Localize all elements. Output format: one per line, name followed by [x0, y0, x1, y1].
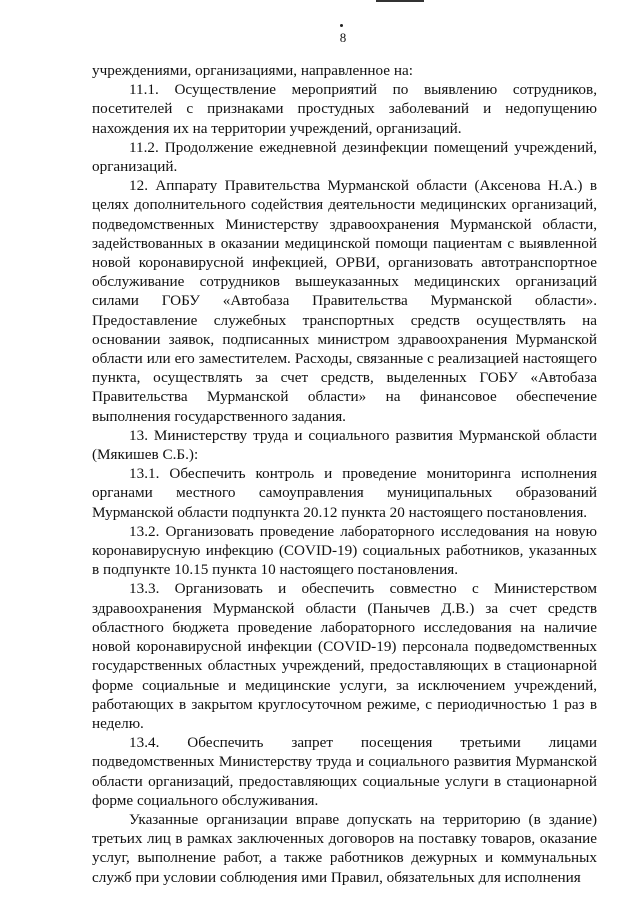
scan-edge-mark	[376, 0, 424, 2]
paragraph-permitted-access: Указанные организации вправе допускать на территорию (в здание) третьих лиц в рамках заключенных договоров на поставку товаров, оказание услуг, выполнение работ, а также работников дежурных и коммунальных служб при условии соблюдения ими Правил, обязательных для исполнения	[92, 810, 597, 886]
paragraph-12: 12. Аппарату Правительства Мурманской области (Аксенова Н.А.) в целях дополнительного содействия деятельности медицинских организаций, подведомственных Министерству здравоохранения Мурманской области, задействованных в оказании медицинской помощи пациентам с выявленной новой коронавирусной инфекцией, ОРВИ, организовать автотранспортное обслуживание сотрудников вышеуказанных медицинских организаций силами ГОБУ «Автобаза Правительства Мурманской области». Предоставление служебных транспортных средств осуществлять на основании заявок, подписанных министром здравоохранения Мурманской области или его заместителем. Расходы, связанные с реализацией настоящего пункта, осуществлять за счет средств, выделенных ГОБУ «Автобаза Правительства Мурманской области» на финансовое обеспечение выполнения государственного задания.	[92, 177, 597, 425]
paragraph-13-1: 13.1. Обеспечить контроль и проведение мониторинга исполнения органами местного самоуправления муниципальных образований Мурманской области подпункта 20.12 пункта 20 настоящего постановления.	[92, 465, 597, 521]
paragraph-13-4: 13.4. Обеспечить запрет посещения третьими лицами подведомственных Министерству труда и социального развития Мурманской области организаций, предоставляющих социальные услуги в стационарной форме социального обслуживания.	[92, 734, 597, 809]
paragraph-continuation: учреждениями, организациями, направленное на:	[92, 62, 413, 79]
paragraph-11-1: 11.1. Осуществление мероприятий по выявлению сотрудников, посетителей с признаками простудных заболеваний и недопущению нахождения их на территории учреждений, организаций.	[92, 81, 597, 137]
paragraph-11-2: 11.2. Продолжение ежедневной дезинфекции помещений учреждений, организаций.	[92, 138, 597, 176]
paragraph-13: 13. Министерству труда и социального развития Мурманской области (Мякишев С.Б.):	[92, 426, 597, 464]
paragraph-13-2: 13.2. Организовать проведение лабораторного исследования на новую коронавирусную инфекцию (COVID-19) социальных работников, указанных в подпункте 10.15 пункта 10 настоящего постановления.	[92, 522, 597, 579]
document-body	[92, 61, 597, 887]
page-number: 8	[339, 30, 347, 45]
scan-dot-mark	[340, 24, 343, 27]
paragraph-13-3: 13.3. Организовать и обеспечить совместно с Министерством здравоохранения Мурманской области (Панычев Д.В.) за счет средств областного бюджета проведение лабораторного исследования на наличие новой коронавирусной инфекции (COVID-19) персонала подведомственных государственных областных учреждений, предоставляющих в стационарной форме социальные и медицинские услуги, за исключением учреждений, работающих в закрытом круглосуточном режиме, с периодичностью 1 раз в неделю.	[92, 580, 597, 732]
